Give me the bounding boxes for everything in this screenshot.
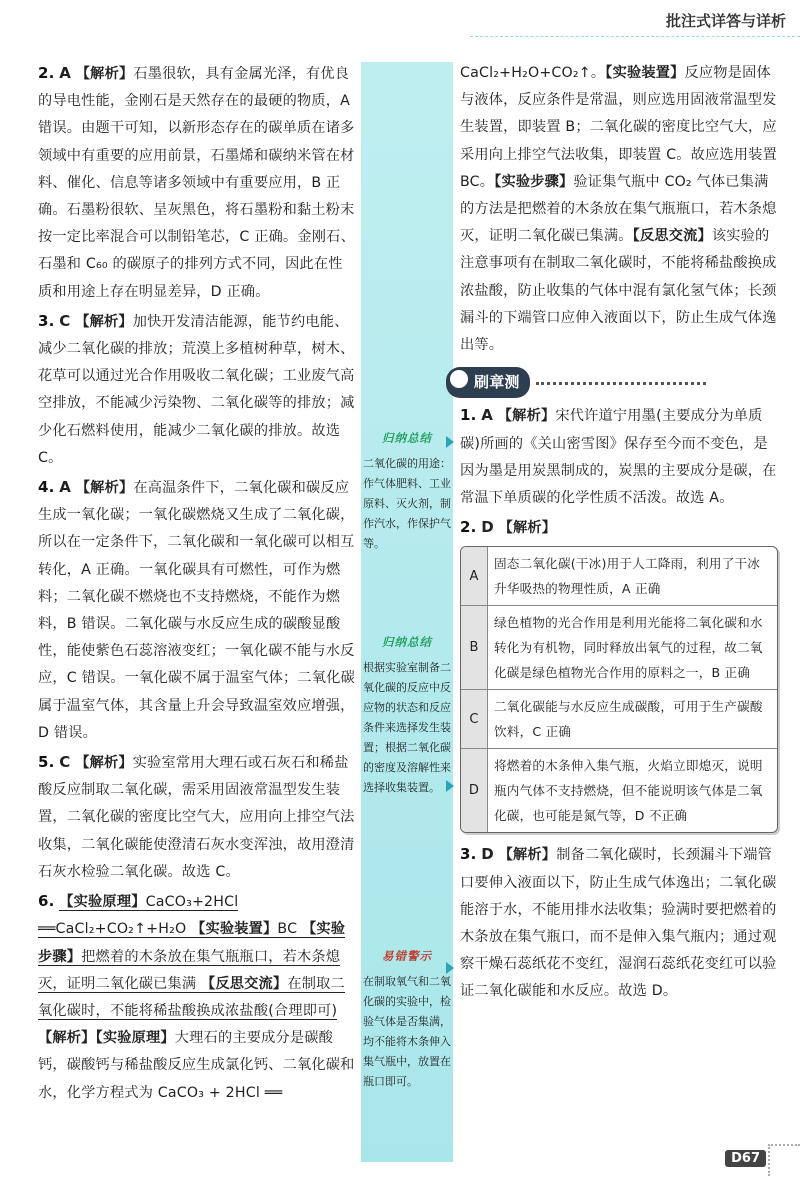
note-text: 二氧化碳的用途：作气体肥料、工业原料、灭火剂，制作汽水，作保护气等。 xyxy=(363,457,451,550)
section-title: 刷章测 xyxy=(446,367,530,398)
answer-letter: A xyxy=(59,64,72,82)
answer-letter: C xyxy=(59,311,71,330)
explanation-text: 大理石的主要成分是碳酸钙，碳酸钙与稀盐酸反应生成氯化钙、二氧化碳和水，化学方程式为 CaCO₃ + 2HCl ══ xyxy=(38,1030,355,1101)
note-title: 易错警示 xyxy=(382,949,432,963)
chapter-q1: 1. A 【解析】宋代许道宁用墨(主要成分为单质碳)所画的《关山密雪图》保存至今而不变色，是因为墨是用炭黑制成的，炭黑的主要成分是碳，在常温下单质碳的化学性质不活泼。故选 A。 xyxy=(460,406,777,507)
note-text: 在制取氧气和二氧化碳的实验中，检验气体是否集满，均不能将木条伸入集气瓶中，放置在瓶口即可。 xyxy=(363,975,451,1088)
analysis-row: B 绿色植物的光合作用是利用光能将二氧化碳和水转化为有机物，同时释放出氧气的过程，故二氧化碳是绿色植物光合作用的原料之一，B 正确 xyxy=(461,605,777,689)
section-divider xyxy=(536,382,706,385)
answer-q5: 5. C 【解析】实验室常用大理石或石灰石和稀盐酸反应制取二氧化碳，需采用固液常温型发生装置，二氧化碳的密度比空气大，应用向上排空气法收集，二氧化碳能使澄清石灰水变浑浊，故用澄清石灰水检验二氧化碳。故选 C。 xyxy=(38,753,355,880)
explanation-text: 在高温条件下，二氧化碳和碳反应生成一氧化碳；一氧化碳燃烧又生成了二氧化碳，所以在一定条件下，二氧化碳和一氧化碳可以相互转化，A 正确。一氧化碳具有可燃性，可作为燃料；二氧化碳不燃烧也不支持燃烧，不能作为燃料，B 错误。二氧化碳与水反应生成的碳酸显酸性，能使紫色石蕊溶液变红；一氧化碳不能与水反应，C 错误。一氧化碳不属于温室气体；二氧化碳属于温室气体，其含量上升会导致温室效应增强，D 错误。 xyxy=(38,480,355,741)
note-text: 根据实验室制备二氧化碳的反应中反应物的状态和反应条件来选择发生装置；根据二氧化碳的密度及溶解性来选择收集装置。 xyxy=(363,661,451,794)
answer-q6-continued: CaCl₂+H₂O+CO₂↑。【实验装置】反应物是固体与液体，反应条件是常温，则应选用固液常温型发生装置，即装置 B；二氧化碳的密度比空气大，应采用向上排空气法收集，即装置 C。故应选用装置 BC。【实验步骤】验证集气瓶中 CO₂ 气体已集满的方法是把燃着的木条放在集气瓶瓶口，若木条熄灭，证明二氧化碳已集满。【反思交流】该实验的注意事项有在制取二氧化碳时，不能将稀盐酸换成浓盐酸，防止收集的气体中混有氯化氢气体；长颈漏斗的下端管口应伸入液面以下，防止生成气体逸出等。 xyxy=(460,65,777,354)
answer-q4: 4. A 【解析】在高温条件下，二氧化碳和碳反应生成一氧化碳；一氧化碳燃烧又生成了二氧化碳，所以在一定条件下，二氧化碳和一氧化碳可以相互转化，A 正确。一氧化碳具有可燃性，可作为燃料；二氧化碳不燃烧也不支持燃烧，不能作为燃料，B 错误。二氧化碳与水反应生成的碳酸显酸性，能使紫色石蕊溶液变红；一氧化碳不能与水反应，C 错误。一氧化碳不属于温室气体；二氧化碳属于温室气体，其含量上升会导致温室效应增强，D 错误。 xyxy=(38,478,355,741)
answer-letter: A xyxy=(481,406,494,425)
explanation-text: 宋代许道宁用墨(主要成分为单质碳)所画的《关山密雪图》保存至今而不变色，是因为墨是用炭黑制成的，炭黑的主要成分是碳，在常温下单质碳的化学性质不活泼。故选 A。 xyxy=(460,408,777,507)
analysis-row: D 将燃着的木条伸入集气瓶，火焰立即熄灭，说明瓶内气体不支持燃烧，但不能说明该气体是二氧化碳，也可能是氮气等，D 不正确 xyxy=(461,748,777,832)
explanation-text: 石墨很软，具有金属光泽，有优良的导电性能，金刚石是天然存在的最硬的物质，A 错误。由题干可知，以新形态存在的碳单质在诸多领域中有重要的应用前景，石墨烯和碳纳米管在材料、催化、信息等诸多领域中有重要应用，B 正确。石墨粉很软、呈灰黑色，将石墨粉和黏土粉末按一定比率混合可以制铅笔芯，C 正确。金刚石、石墨和 C₆₀ 的碳原子的排列方式不同，因此在性质和用途上存在明显差异，D 正确。 xyxy=(38,66,355,300)
answer-q6: 6. 【实验原理】CaCO₃+2HCl ══CaCl₂+CO₂↑+H₂O 【实验装置】BC 【实验步骤】把燃着的木条放在集气瓶瓶口，若木条熄灭，证明二氧化碳已集满 【反思交流】在制取二氧化碳时，不能将稀盐酸换成浓盐酸(合理即可) 【解析】【实验原理】大理石的主要成分是碳酸钙，碳酸钙与稀盐酸反应生成氯化钙、二氧化碳和水，化学方程式为 CaCO₃ + 2HCl ══ xyxy=(38,892,355,1101)
equation: CaCO₃+2HCl ══CaCl₂+CO₂↑+H₂O xyxy=(38,894,239,938)
arrow-icon xyxy=(446,962,454,974)
chapter-q2: 2. D 【解析】 A 固态二氧化碳(干冰)用于人工降雨，利用了干冰升华吸热的物理性质，A 正确 B 绿色植物的光合作用是利用光能将二氧化碳和水转化为有机物，同时释放出氧气的过程，故二氧化碳是绿色植物光合作用的原料之一，B 正确 C 二氧化碳能与水反应生成碳酸，可用于生产碳酸饮料，C 正确 D 将燃着的木条伸入集气瓶，火焰立即熄灭，说明瓶内气体不支持燃烧，但不能说明该气体是二氧化碳，也可能是氮气等，D 不正确 xyxy=(460,514,780,833)
header-divider xyxy=(470,36,800,37)
answer-q3: 3. C 【解析】加快开发清洁能源，能节约电能、减少二氧化碳的排放；荒漠上多植树种草，树木、花草可以通过光合作用吸收二氧化碳；工业废气高空排放，不能减少污染物、二氧化碳等的排放；减少化石燃料使用，能减少二氧化碳的排放。故选 C。 xyxy=(38,311,355,466)
answer-q2: 2. A 【解析】石墨很软，具有金属光泽，有优良的导电性能，金刚石是天然存在的最硬的物质，A 错误。由题干可知，以新形态存在的碳单质在诸多领域中有重要的应用前景，石墨烯和碳纳米管在材料、催化、信息等诸多领域中有重要应用，B 正确。石墨粉很软、呈灰黑色，将石墨粉和黏土粉末按一定比率混合可以制铅笔芯，C 正确。金刚石、石墨和 C₆₀ 的碳原子的排列方式不同，因此在性质和用途上存在明显差异，D 正确。 xyxy=(38,64,355,300)
right-column xyxy=(460,60,780,1008)
explanation-text: 制备二氧化碳时，长颈漏斗下端管口要伸入液面以下，防止生成气体逸出；二氧化碳能溶于水，不能用排水法收集；验满时要把燃着的木条放在集气瓶口，而不是伸入集气瓶内；通过观察干燥石蕊纸花不变红，湿润石蕊纸花变红可以验证二氧化碳能和水反应。故选 D。 xyxy=(460,847,777,1000)
note-title: 归纳总结 xyxy=(382,431,432,445)
answer-letter: D xyxy=(481,518,494,537)
explanation-text: 实验室常用大理石或石灰石和稀盐酸反应制取二氧化碳，需采用固液常温型发生装置，二氧化碳的密度比空气大，应用向上排空气法收集，二氧化碳能使澄清石灰水变浑浊，故用澄清石灰水检验二氧化碳。故选 C。 xyxy=(38,755,355,880)
page-number: D67 xyxy=(725,1150,766,1167)
section-heading xyxy=(446,367,780,398)
chapter-q3: 3. D 【解析】制备二氧化碳时，长颈漏斗下端管口要伸入液面以下，防止生成气体逸出；二氧化碳能溶于水，不能用排水法收集；验满时要把燃着的木条放在集气瓶口，而不是伸入集气瓶内；通过观察干燥石蕊纸花不变红，湿润石蕊纸花变红可以验证二氧化碳能和水反应。故选 D。 xyxy=(460,845,777,1000)
arrow-icon xyxy=(446,780,454,792)
side-note-summary-1 xyxy=(363,428,451,554)
answer-letter: D xyxy=(481,845,494,864)
analysis-table xyxy=(460,546,778,833)
answer-letter: C xyxy=(59,753,71,772)
left-column xyxy=(38,60,356,1109)
page-header: 批注式详答与详析 xyxy=(665,12,786,30)
side-note-warning xyxy=(363,946,451,1092)
answer-letter: A xyxy=(59,478,72,497)
note-title: 归纳总结 xyxy=(382,635,432,649)
explanation-text: 加快开发清洁能源，能节约电能、减少二氧化碳的排放；荒漠上多植树种草，树木、花草可以通过光合作用吸收二氧化碳；工业废气高空排放，不能减少污染物、二氧化碳等的排放；减少化石燃料使用，能减少二氧化碳的排放。故选 C。 xyxy=(38,313,355,466)
side-note-summary-2 xyxy=(363,632,451,798)
page-corner-decoration xyxy=(768,1144,800,1176)
analysis-row: C 二氧化碳能与水反应生成碳酸，可用于生产碳酸饮料，C 正确 xyxy=(461,689,777,748)
analysis-row: A 固态二氧化碳(干冰)用于人工降雨，利用了干冰升华吸热的物理性质，A 正确 xyxy=(461,547,777,605)
